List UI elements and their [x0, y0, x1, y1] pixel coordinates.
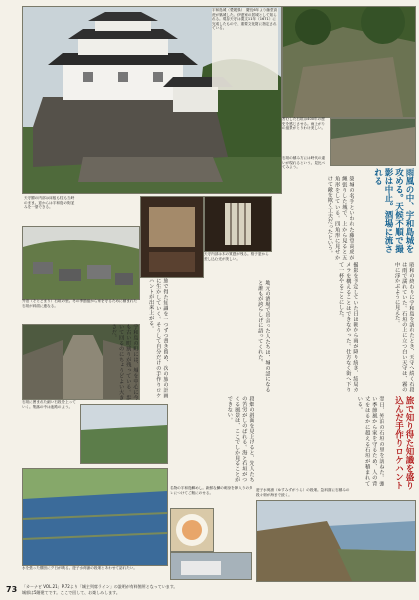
bus-photo [170, 552, 252, 580]
interior-photo [140, 196, 204, 278]
food-photo [170, 508, 214, 552]
village-caption: 外泊（そとどまり）石垣の里。冬の季節風から家を守るために積まれた石垣が斜面に連なる。 [22, 299, 137, 308]
paddy-caption: 水を張った棚田に夕日が映る。遊子水荷浦の段畑とあわせて訪れたい。 [22, 566, 137, 570]
paddy-small-photo [80, 404, 168, 464]
village-photo [22, 226, 140, 300]
stone-wall-photo [330, 118, 416, 166]
footer-note: 「カーナビ VOL.21」P.72より「城主列席ライン」の説明が有料箇所となっています。 [22, 584, 178, 589]
window-photo [204, 196, 272, 252]
footer [0, 582, 419, 600]
footer-note-2: 城郭は5階建てです。ここで回して、お楽しみします。 [22, 590, 120, 595]
body-col-a: 昭和の終わりに宇和島を訪れたとき、天守へ続く石段は雨で濡れていた。石垣の上に立つ白い天守は、霧の中に浮かぶように見えた。 [393, 262, 414, 392]
food-caption: 名物の宇和島鯛めし。新鮮な鯛の刺身を卵入りのタレにつけてご飯にのせる。 [170, 486, 253, 495]
stairs-caption: 石垣に囲まれた細い石段を上っていく。集落の中は迷路のよう。 [22, 400, 76, 409]
interior-caption: 天守閣の内部は床板も柱も当時のまま。窓からは宇和島の街並みを一望できる。 [24, 196, 75, 210]
body-col-c: 撮影を予定していた日は朝から雨が降り続き、結局カメラを構えることはできなかった。仕方なく街へ下りて一杯やることにした。 [337, 262, 358, 392]
headline-handmade: 旅で知り得た知識を盛り込んだ手作りロケハント [393, 396, 414, 490]
headline-rain: 雨風の中、宇和島城を攻める。天候不順で撮影は中止。酒場に流される [372, 168, 414, 253]
castle-caption: 宇和島城（愛媛県） 慶長6年より藤堂高虎が築城した。伊達家の居城として知られる。現存天守は寛文11年（1671）に完成したもので、重要文化財に指定されている。 [212, 8, 278, 90]
body-col-h: 宇和島の町には、城を中心に今も古い町割りが残っている。歩いて回るのにちょうどよい大きさだ。 [110, 324, 138, 400]
stone-wall-caption: 石垣の積み方には時代の違いが現れるという。見比べてみよう。 [282, 156, 326, 170]
body-col-e: 翌日、外泊の石垣の里を訪ねた。強い季節風から家を守るため、人の背丈をはるかに超える石垣が積まれている。 [356, 396, 384, 486]
moss-wall-photo [282, 6, 416, 118]
coast-photo [256, 500, 416, 582]
body-col-b: 築城の名手といわれた藤堂高虎が縄張りした城で、上から見ると五角形をしている。四角形に見せかけて敵を欺く工夫だったという。 [326, 176, 354, 260]
moss-wall-caption: 苔むした石垣は400年の歴史を感じさせる。雨上がりの風景がとりわけ美しい。 [282, 117, 326, 131]
page-number: 73 [6, 585, 18, 594]
window-caption: 天守内部は木の質感が残る。格子窓から差し込む光が美しい。 [204, 252, 269, 261]
paddy-photo [22, 468, 168, 566]
body-col-f: 段畑の斜面を見上げると、先人たちの苦労がしのばれる。海と石垣がつくる風景は、ここでしか見ることができない。 [226, 396, 254, 482]
coast-caption: 遊子水荷浦（ゆすみずがうら）の段畑。急斜面に石積みの段々畑が海まで続く。 [256, 488, 350, 497]
body-col-g: 旅で得た知識を一つずつ書き留め、次の旅の計画に生かしていく。そうして自分だけの手作りロケハントが出来上がる。 [147, 278, 168, 398]
body-col-d: 地元の酒場で出会った人たちは、城の話になると誰もが誇らしげに語ってくれた。 [256, 280, 270, 392]
